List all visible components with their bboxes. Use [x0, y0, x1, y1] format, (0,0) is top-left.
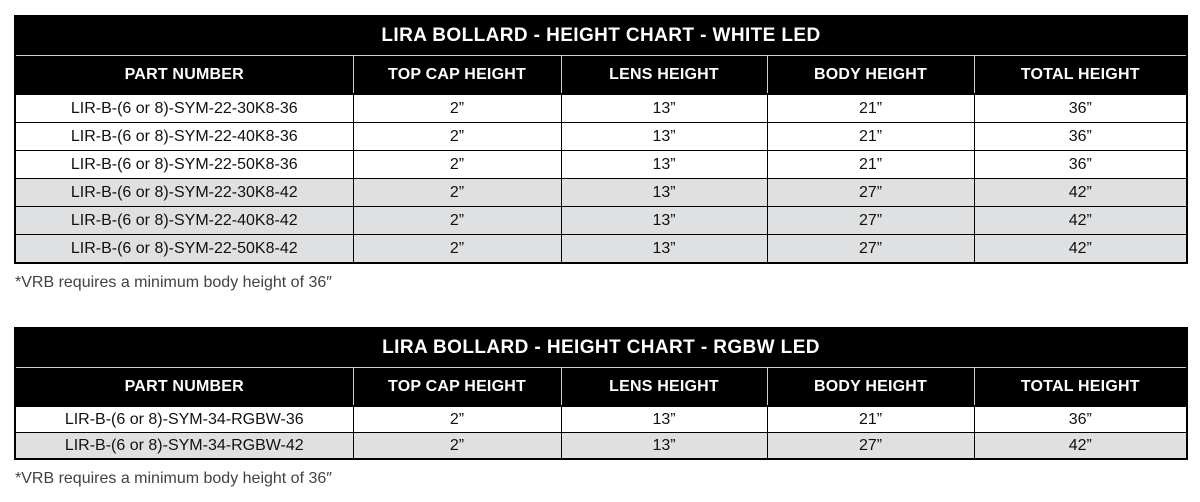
column-header-body-height: BODY HEIGHT — [767, 56, 974, 95]
column-header-part-number: PART NUMBER — [15, 56, 353, 95]
cell-lens-height: 13” — [561, 406, 767, 433]
cell-total-height: 42” — [974, 433, 1187, 460]
column-header-top-cap-height: TOP CAP HEIGHT — [353, 368, 561, 407]
column-header-total-height: TOTAL HEIGHT — [974, 56, 1187, 95]
cell-lens-height: 13” — [561, 94, 767, 123]
cell-top-cap-height: 2” — [353, 123, 561, 151]
cell-top-cap-height: 2” — [353, 207, 561, 235]
table-row — [15, 406, 1187, 433]
cell-total-height: 42” — [974, 235, 1187, 264]
column-header-lens-height: LENS HEIGHT — [561, 56, 767, 95]
cell-body-height: 27” — [767, 207, 974, 235]
cell-top-cap-height: 2” — [353, 406, 561, 433]
cell-top-cap-height: 2” — [353, 179, 561, 207]
cell-part-number: LIR-B-(6 or 8)-SYM-22-40K8-36 — [15, 123, 353, 151]
cell-body-height: 21” — [767, 406, 974, 433]
cell-total-height: 36” — [974, 94, 1187, 123]
cell-lens-height: 13” — [561, 179, 767, 207]
cell-lens-height: 13” — [561, 151, 767, 179]
cell-part-number: LIR-B-(6 or 8)-SYM-22-50K8-36 — [15, 151, 353, 179]
cell-body-height: 27” — [767, 433, 974, 460]
table-row — [15, 179, 1187, 207]
cell-lens-height: 13” — [561, 433, 767, 460]
table-row — [15, 151, 1187, 179]
white-led-table-block — [14, 15, 1186, 292]
cell-part-number: LIR-B-(6 or 8)-SYM-34-RGBW-36 — [15, 406, 353, 433]
vrb-footnote: *VRB requires a minimum body height of 36″ — [15, 470, 332, 487]
cell-top-cap-height: 2” — [353, 151, 561, 179]
height-table-white-led — [14, 15, 1188, 264]
table-row — [15, 235, 1187, 264]
cell-top-cap-height: 2” — [353, 433, 561, 460]
vrb-footnote: *VRB requires a minimum body height of 36″ — [15, 274, 332, 291]
rgbw-led-table-block — [14, 327, 1186, 488]
height-table-rgbw-led — [14, 327, 1188, 460]
table-title: LIRA BOLLARD - HEIGHT CHART - RGBW LED — [15, 328, 1187, 368]
cell-total-height: 42” — [974, 179, 1187, 207]
cell-part-number: LIR-B-(6 or 8)-SYM-34-RGBW-42 — [15, 433, 353, 460]
cell-body-height: 21” — [767, 94, 974, 123]
cell-total-height: 36” — [974, 151, 1187, 179]
cell-total-height: 42” — [974, 207, 1187, 235]
cell-part-number: LIR-B-(6 or 8)-SYM-22-30K8-42 — [15, 179, 353, 207]
table-title-row — [15, 328, 1187, 368]
column-header-row — [15, 56, 1187, 95]
column-header-part-number: PART NUMBER — [15, 368, 353, 407]
cell-body-height: 27” — [767, 179, 974, 207]
cell-body-height: 27” — [767, 235, 974, 264]
table-row — [15, 433, 1187, 460]
table-row — [15, 94, 1187, 123]
cell-top-cap-height: 2” — [353, 94, 561, 123]
cell-lens-height: 13” — [561, 207, 767, 235]
table-title-row — [15, 16, 1187, 56]
table-title: LIRA BOLLARD - HEIGHT CHART - WHITE LED — [15, 16, 1187, 56]
cell-total-height: 36” — [974, 406, 1187, 433]
column-header-top-cap-height: TOP CAP HEIGHT — [353, 56, 561, 95]
cell-top-cap-height: 2” — [353, 235, 561, 264]
cell-part-number: LIR-B-(6 or 8)-SYM-22-30K8-36 — [15, 94, 353, 123]
column-header-body-height: BODY HEIGHT — [767, 368, 974, 407]
column-header-row — [15, 368, 1187, 407]
table-row — [15, 123, 1187, 151]
cell-total-height: 36” — [974, 123, 1187, 151]
cell-body-height: 21” — [767, 123, 974, 151]
cell-part-number: LIR-B-(6 or 8)-SYM-22-40K8-42 — [15, 207, 353, 235]
cell-lens-height: 13” — [561, 123, 767, 151]
cell-lens-height: 13” — [561, 235, 767, 264]
table-row — [15, 207, 1187, 235]
cell-part-number: LIR-B-(6 or 8)-SYM-22-50K8-42 — [15, 235, 353, 264]
column-header-total-height: TOTAL HEIGHT — [974, 368, 1187, 407]
column-header-lens-height: LENS HEIGHT — [561, 368, 767, 407]
cell-body-height: 21” — [767, 151, 974, 179]
